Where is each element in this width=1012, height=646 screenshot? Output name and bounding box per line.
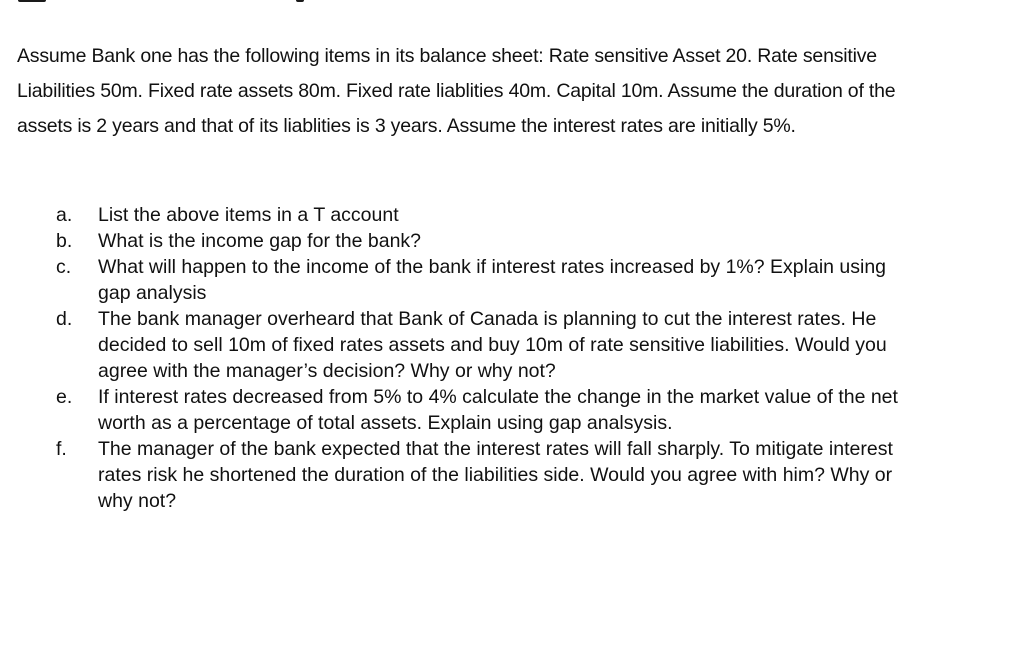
question-marker: e. [56, 386, 73, 408]
cropped-glyph [296, 0, 304, 2]
question-list [56, 202, 916, 514]
question-marker: a. [56, 204, 73, 226]
question-text: What will happen to the income of the bank if interest rates increased by 1%? Explain using gap analysis [98, 256, 887, 304]
question-item-d [56, 306, 916, 384]
problem-intro-text: Assume Bank one has the following items in its balance sheet: Rate sensitive Asset 20. Rate sensitive Liabilities 50m. Fixed rate assets 80m. Fixed rate liablities 40m. Capital 10m. Assume the duration of the assets is 2 years and that of its liablities is 3 years. Assume the interest rates are initially 5%. [17, 45, 896, 137]
question-item-f [56, 436, 916, 514]
cropped-heading-fragment [0, 0, 1012, 4]
question-text: List the above items in a T account [98, 204, 399, 226]
question-item-c [56, 254, 916, 306]
question-text: If interest rates decreased from 5% to 4% calculate the change in the market value of the net worth as a percentage of total assets. Explain using gap analsysis. [98, 386, 898, 434]
question-marker: c. [56, 256, 72, 278]
question-text: The manager of the bank expected that the interest rates will fall sharply. To mitigate interest rates risk he shortened the duration of the liabilities side. Would you agree with him? Why or why not? [98, 438, 893, 512]
cropped-glyph [18, 0, 46, 2]
question-item-e [56, 384, 916, 436]
question-item-b [56, 228, 916, 254]
question-text: The bank manager overheard that Bank of Canada is planning to cut the interest rates. He decided to sell 10m of fixed rates assets and buy 10m of rate sensitive liabilities. Would you agree with the manager’s decision? Why or why not? [98, 308, 887, 382]
question-marker: b. [56, 230, 73, 252]
question-marker: d. [56, 308, 73, 330]
question-marker: f. [56, 438, 67, 460]
question-item-a [56, 202, 916, 228]
question-text: What is the income gap for the bank? [98, 230, 422, 252]
problem-statement [17, 39, 917, 144]
